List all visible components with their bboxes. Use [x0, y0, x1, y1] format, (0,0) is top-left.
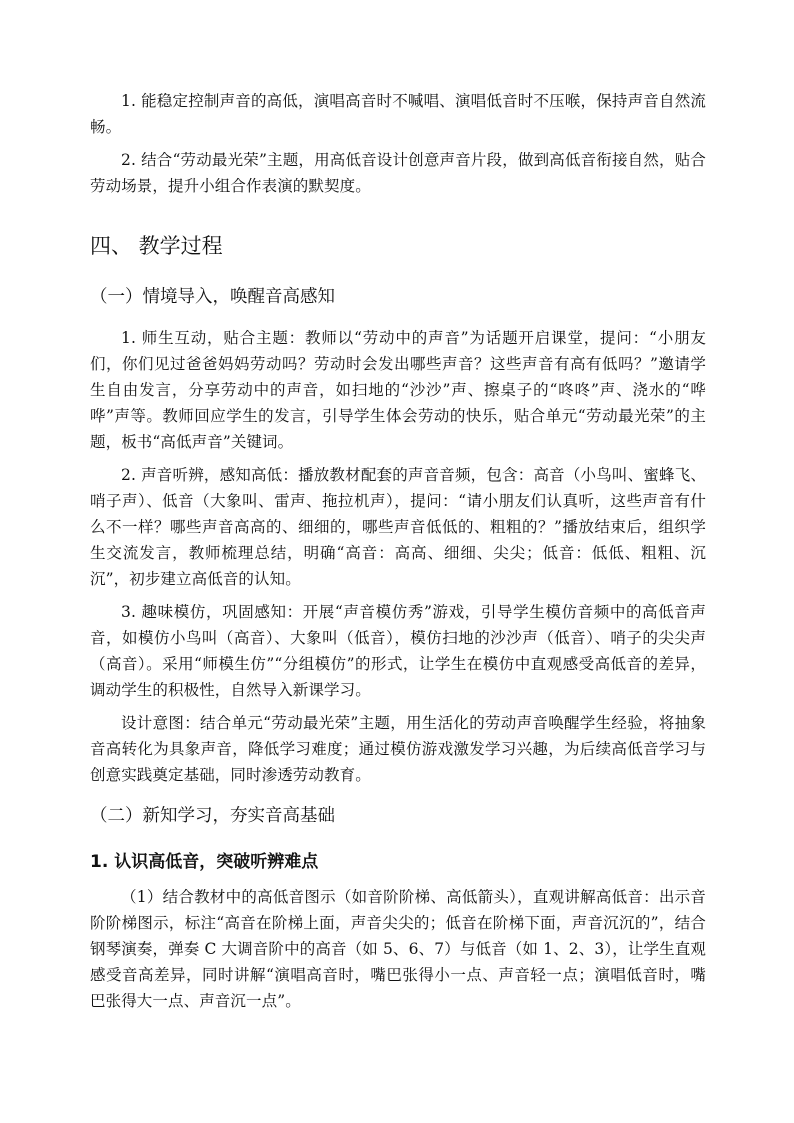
part2-subheading-1: 1. 认识高低音，突破听辨难点: [90, 852, 319, 872]
part2-paragraph-1: （1）结合教材中的高低音图示（如音阶阶梯、高低箭头），直观讲解高低音：出示音阶阶梯图示，标注“高音在阶梯上面，声音尖尖的；低音在阶梯下面，声音沉沉的”，结合钢琴演奏，弹奏 C 大调音阶中的高音（如 5、6、7）与低音（如 1、2、3），让学生直观感受音高差异，同时讲解“演唱高音时，嘴巴张得小一点、声音轻一点；演唱低音时，嘴巴张得大一点、声音沉一点”。: [90, 888, 706, 1010]
document-body: [90, 88, 706, 1021]
part1-heading: （一）情境导入，唤醒音高感知: [90, 287, 335, 307]
part2-heading: （二）新知学习，夯实音高基础: [90, 806, 335, 826]
section-heading-teaching-process: 四、 教学过程: [90, 234, 223, 258]
objective-2: 2. 结合“劳动最光荣”主题，用高低音设计创意声音片段，做到高低音衔接自然，贴合劳动场景，提升小组合作表演的默契度。: [90, 151, 706, 195]
part1-paragraph-1: 1. 师生互动，贴合主题：教师以“劳动中的声音”为话题开启课堂，提问：“小朋友们，你们见过爸爸妈妈劳动吗？劳动时会发出哪些声音？这些声音有高有低吗？”邀请学生自由发言，分享劳动中的声音，如扫地的“沙沙”声、擦桌子的“咚咚”声、浇水的“哗哗”声等。教师回应学生的发言，引导学生体会劳动的快乐，贴合单元“劳动最光荣”的主题，板书“高低声音”关键词。: [90, 329, 706, 451]
part1-paragraph-2: 2. 声音听辨，感知高低：播放教材配套的声音音频，包含：高音（小鸟叫、蜜蜂飞、哨子声）、低音（大象叫、雷声、拖拉机声），提问：“请小朋友们认真听，这些声音有什么不一样？哪些声音高高的、细细的，哪些声音低低的、粗粗的？”播放结束后，组织学生交流发言，教师梳理总结，明确“高音：高高、细细、尖尖；低音：低低、粗粗、沉沉”，初步建立高低音的认知。: [90, 466, 706, 588]
design-intent-paragraph: 设计意图：结合单元“劳动最光荣”主题，用生活化的劳动声音唤醒学生经验，将抽象音高转化为具象声音，降低学习难度；通过模仿游戏激发学习兴趣，为后续高低音学习与创意实践奠定基础，同时渗透劳动教育。: [90, 714, 706, 784]
objective-1: 1. 能稳定控制声音的高低，演唱高音时不喊唱、演唱低音时不压喉，保持声音自然流畅。: [90, 92, 706, 136]
part1-paragraph-3: 3. 趣味模仿，巩固感知：开展“声音模仿秀”游戏，引导学生模仿音频中的高低音声音，如模仿小鸟叫（高音）、大象叫（低音），模仿扫地的沙沙声（低音）、哨子的尖尖声（高音）。采用“师模生仿”“分组模仿”的形式，让学生在模仿中直观感受高低音的差异，调动学生的积极性，自然导入新课学习。: [90, 603, 706, 699]
